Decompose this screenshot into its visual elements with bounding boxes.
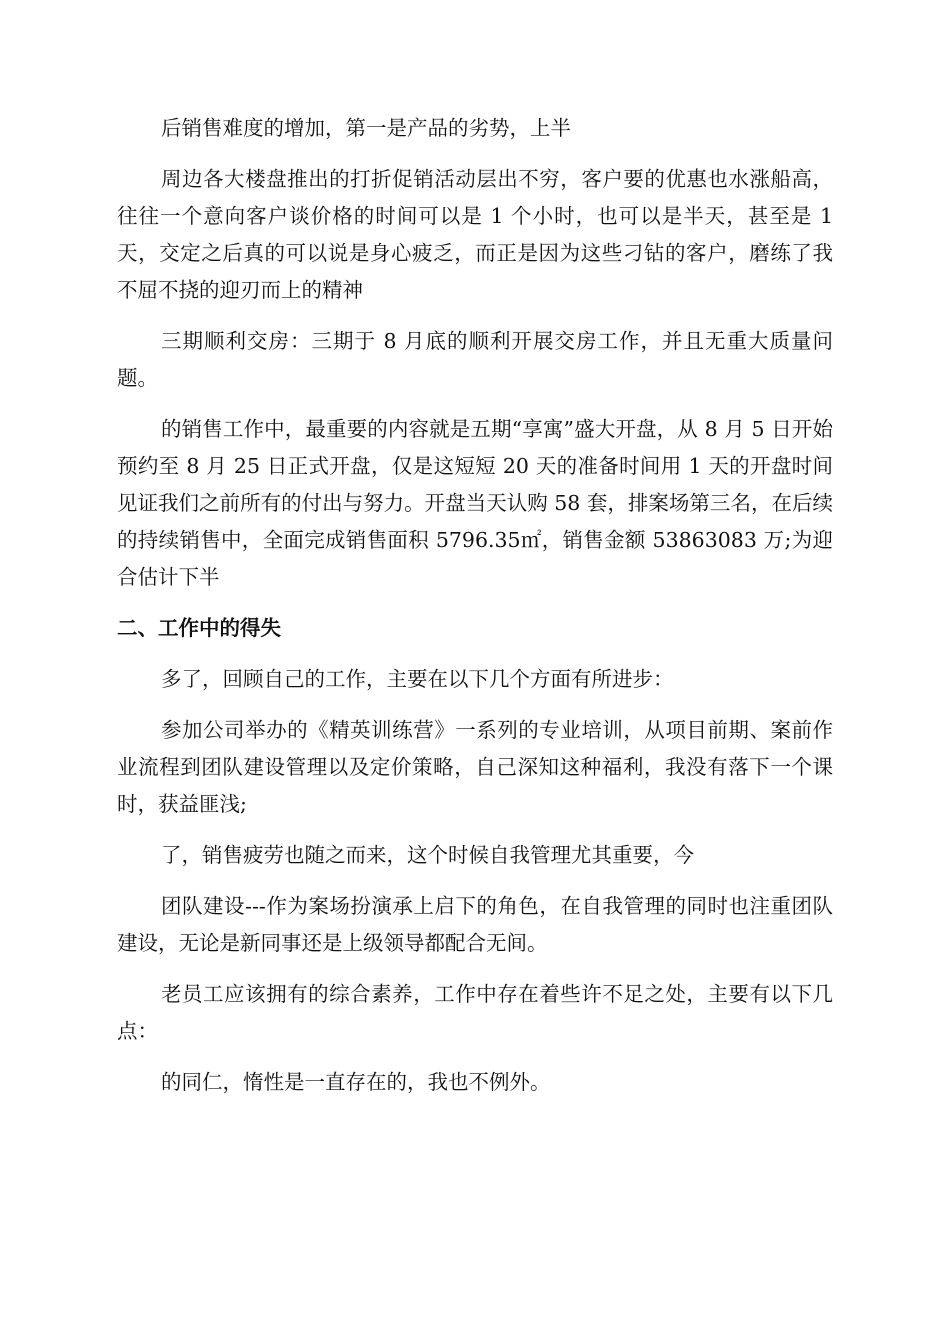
paragraph: 后销售难度的增加，第一是产品的劣势，上半 <box>161 116 571 140</box>
paragraph: 的同仁，惰性是一直存在的，我也不例外。 <box>161 1070 551 1094</box>
paragraph: 老员工应该拥有的综合素养，工作中存在着些许不足之处，主要有以下几点： <box>117 982 833 1043</box>
paragraph: 团队建设---作为案场扮演承上启下的角色，在自我管理的同时也注重团队建设，无论是新同事还是上级领导都配合无间。 <box>117 894 833 955</box>
paragraph: 周边各大楼盘推出的打折促销活动层出不穷，客户要的优惠也水涨船高，往往一个意向客户谈价格的时间可以是 1 个小时，也可以是半天，甚至是 1 天，交定之后真的可以说是身心疲乏，而正是因为这些刁钻的客户，磨练了我不屈不挠的迎刃而上的精神 <box>117 167 833 302</box>
paragraph: 多了，回顾自己的工作，主要在以下几个方面有所进步： <box>161 667 674 691</box>
paragraph: 三期顺利交房：三期于 8 月底的顺利开展交房工作，并且无重大质量问题。 <box>117 329 833 390</box>
paragraph: 了，销售疲劳也随之而来，这个时候自我管理尤其重要，今 <box>161 843 694 867</box>
paragraph: 参加公司举办的《精英训练营》一系列的专业培训，从项目前期、案前作业流程到团队建设管理以及定价策略，自己深知这种福利，我没有落下一个课时，获益匪浅; <box>117 718 833 816</box>
paragraph: 的销售工作中，最重要的内容就是五期“享寓”盛大开盘，从 8 月 5 日开始预约至 8 月 25 日正式开盘，仅是这短短 20 天的准备时间用 1 天的开盘时间见证我们之前所有的付出与努力。开盘当天认购 58 套，排案场第三名，在后续的持续销售中，全面完成销售面积 5796.35㎡，销售金额 53863083 万;为迎合估计下半 <box>117 417 833 589</box>
section-heading: 二、工作中的得失 <box>117 616 281 640</box>
document-body <box>117 110 833 1115</box>
